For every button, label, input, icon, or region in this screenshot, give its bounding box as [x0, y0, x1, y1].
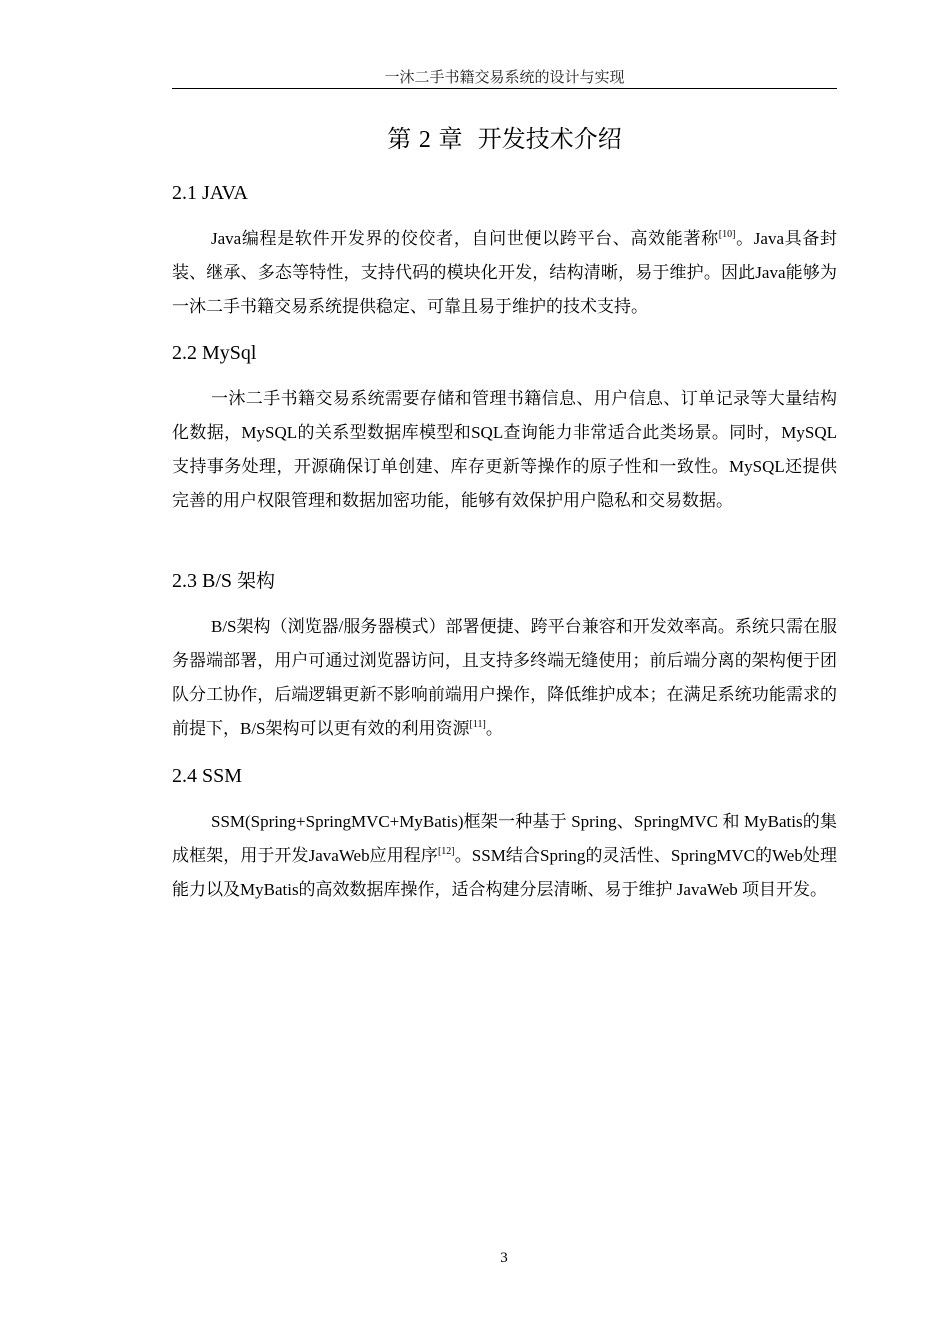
- paragraph-text: 。SSM结合Spring的灵活性、SpringMVC的Web处理能力以及MyBatis的高效数据库操作，适合构建分层清晰、易于维护 JavaWeb 项目开发。: [172, 846, 837, 899]
- citation-ref: [11]: [469, 719, 486, 730]
- section-heading-bs: [172, 567, 275, 595]
- heading-cjk: 架构: [237, 570, 276, 592]
- heading-latin: 2.3 B/S: [172, 570, 233, 592]
- section-heading-java: 2.1 JAVA: [172, 182, 248, 204]
- chapter-prefix: 第: [387, 125, 412, 153]
- section-heading-mysql: 2.2 MySql: [172, 342, 257, 364]
- section-paragraph-ssm: [172, 805, 837, 907]
- section-paragraph-java: [172, 222, 837, 324]
- paragraph-text: B/S架构（浏览器/服务器模式）部署便捷、跨平台兼容和开发效率高。系统只需在服务器端部署，用户可通过浏览器访问，且支持多终端无缝使用；前后端分离的架构便于团队分工协作，后端逻辑更新不影响前端用户操作，降低维护成本；在满足系统功能需求的前提下，B/S架构可以更有效的利用资源: [172, 617, 837, 738]
- section-paragraph-bs: [172, 610, 837, 746]
- running-header: 一沐二手书籍交易系统的设计与实现: [384, 70, 625, 86]
- paragraph-text: 。Java具备封装、继承、多态等特性，支持代码的模块化开发，结构清晰，易于维护。因此Java能够为一沐二手书籍交易系统提供稳定、可靠且易于维护的技术支持。: [172, 229, 837, 316]
- chapter-suffix: 章: [438, 125, 463, 153]
- section-paragraph-mysql: 一沐二手书籍交易系统需要存储和管理书籍信息、用户信息、订单记录等大量结构化数据，MySQL的关系型数据库模型和SQL查询能力非常适合此类场景。同时，MySQL支持事务处理，开源确保订单创建、库存更新等操作的原子性和一致性。MySQL还提供完善的用户权限管理和数据加密功能，能够有效保护用户隐私和交易数据。: [172, 389, 837, 510]
- citation-ref: [10]: [718, 229, 736, 240]
- section-heading-ssm: 2.4 SSM: [172, 765, 243, 787]
- paragraph-text: Java编程是软件开发界的佼佼者，自问世便以跨平台、高效能著称: [211, 229, 719, 248]
- paragraph-text: 。: [485, 719, 503, 738]
- page-number: 3: [500, 1250, 508, 1266]
- chapter-title: [172, 122, 837, 157]
- citation-ref: [12]: [437, 846, 455, 857]
- header-rule: [172, 88, 837, 89]
- chapter-title-text: 开发技术介绍: [477, 125, 622, 153]
- chapter-number: 2: [418, 127, 431, 153]
- paragraph-text: SSM(Spring+SpringMVC+MyBatis)框架一种基于 Spring、SpringMVC 和 MyBatis的集成框架，用于开发JavaWeb应用程序: [172, 812, 837, 865]
